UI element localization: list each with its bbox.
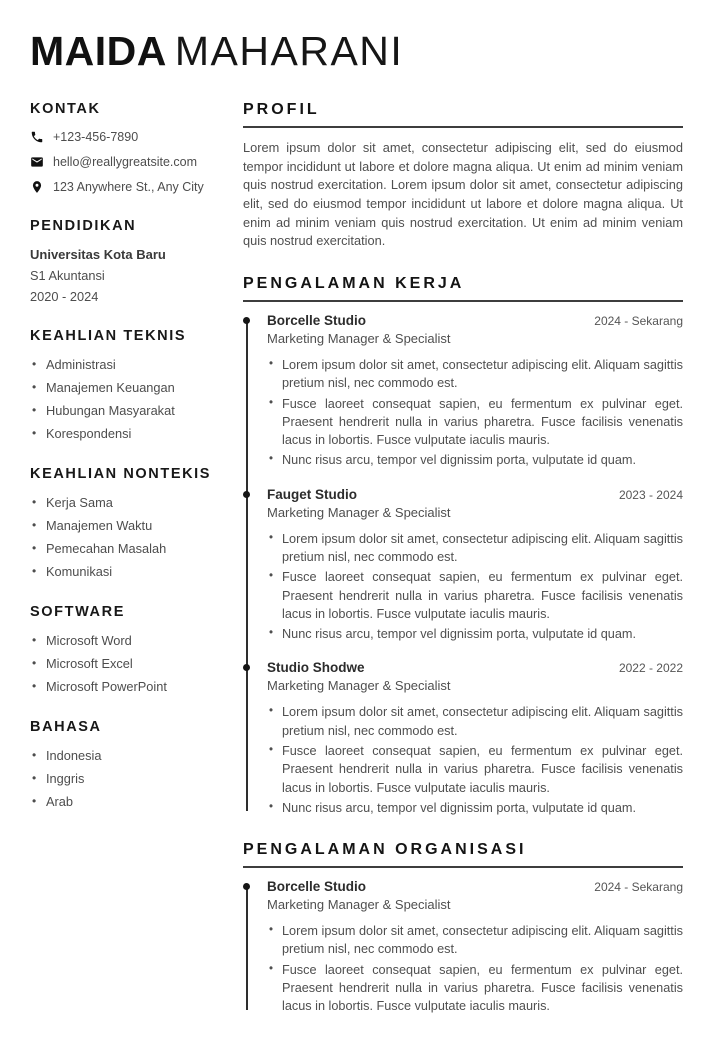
- list-item: • Pemecahan Masalah: [30, 541, 225, 557]
- list-item: • Komunikasi: [30, 564, 225, 580]
- location-icon: [30, 180, 44, 194]
- list-item: • Microsoft Word: [30, 633, 225, 649]
- org-bullets: [267, 922, 683, 1015]
- org-role: Marketing Manager & Specialist: [267, 897, 451, 913]
- job-role: Marketing Manager & Specialist: [267, 678, 451, 694]
- list-item: • Hubungan Masyarakat: [30, 403, 225, 419]
- job-period: 2024 - Sekarang: [594, 314, 683, 329]
- pendidikan-title: PENDIDIKAN: [30, 218, 137, 234]
- job-company: Borcelle Studio: [267, 313, 367, 329]
- section-keahlian-teknis: [30, 328, 225, 442]
- section-kontak: [30, 101, 225, 194]
- kontak-title: KONTAK: [30, 101, 101, 117]
- bullet-item: • Nunc risus arcu, tempor vel dignissim porta, vulputate id quam.: [267, 625, 683, 643]
- email-icon: [30, 155, 44, 169]
- pengalaman-organisasi-title: PENGALAMAN ORGANISASI: [243, 841, 527, 859]
- section-pengalaman-organisasi: [243, 841, 683, 1015]
- bullet-item: • Lorem ipsum dolor sit amet, consectetur adipiscing elit. Aliquam sagittis pretium nisl, nec commodo est.: [267, 922, 683, 959]
- org-entry: [267, 879, 683, 1015]
- resume-name: [30, 28, 683, 75]
- list-item: • Administrasi: [30, 357, 225, 373]
- email-address: hello@reallygreatsite.com: [53, 155, 198, 169]
- job-entry-head: [267, 487, 683, 502]
- job-company: Fauget Studio: [267, 486, 357, 502]
- keahlian-nontekis-list: [30, 495, 225, 580]
- org-period: 2024 - Sekarang: [594, 880, 683, 895]
- pengalaman-kerja-heading: [243, 275, 683, 302]
- last-name: MAHARANI: [174, 28, 404, 74]
- keahlian-teknis-list: [30, 357, 225, 442]
- job-entry: [267, 313, 683, 470]
- software-title: SOFTWARE: [30, 603, 125, 620]
- list-item: • Kerja Sama: [30, 495, 225, 511]
- contact-address: [30, 180, 225, 194]
- bullet-item: • Lorem ipsum dolor sit amet, consectetur adipiscing elit. Aliquam sagittis pretium nisl, nec commodo est.: [267, 530, 683, 567]
- keahlian-teknis-title: KEAHLIAN TEKNIS: [30, 328, 187, 344]
- org-company: Borcelle Studio: [267, 879, 367, 895]
- list-item: • Korespondensi: [30, 426, 225, 442]
- profil-text: Lorem ipsum dolor sit amet, consectetur adipiscing elit, sed do eiusmod tempor incididunt ut labore et dolore magna aliqua. Ut enim ad minim veniam quis nostrud exercitation. Lorem ipsum dolor sit amet, consectetur adipiscing elit, sed do eiusmod tempor incididunt ut labore et dolore magna aliqua. Ut enim ad minim veniam quis nostrud exercitation. Ut enim ad minim veniam quis nostrud exercitation.: [243, 140, 683, 249]
- bullet-item: • Fusce laoreet consequat sapien, eu fermentum ex pulvinar eget. Praesent hendrerit nulla in varius pharetra. Fusce facilisis venenatis lacus in lobortis. Fusce vulputate iaculis mauris.: [267, 568, 683, 623]
- kerja-timeline: [243, 313, 683, 817]
- main-content: [243, 101, 683, 1040]
- pengalaman-organisasi-heading: [243, 841, 683, 868]
- section-pengalaman-kerja: [243, 275, 683, 817]
- timeline-dot: [243, 317, 250, 324]
- job-period: 2022 - 2022: [618, 661, 683, 676]
- pengalaman-kerja-title: PENGALAMAN KERJA: [243, 275, 465, 293]
- software-list: [30, 633, 225, 695]
- list-item: • Inggris: [30, 771, 225, 787]
- org-entry-head: [267, 879, 683, 894]
- timeline-dot: [243, 883, 250, 890]
- list-item: • Indonesia: [30, 748, 225, 764]
- street-address: 123 Anywhere St., Any City: [53, 180, 204, 194]
- organisasi-timeline: [243, 879, 683, 1015]
- timeline-dot: [243, 664, 250, 671]
- profil-heading: [243, 101, 683, 128]
- bullet-item: • Nunc risus arcu, tempor vel dignissim porta, vulputate id quam.: [267, 799, 683, 817]
- job-company: Studio Shodwe: [267, 660, 365, 676]
- section-pendidikan: [30, 218, 225, 304]
- profil-title: PROFIL: [243, 101, 320, 118]
- bahasa-list: [30, 748, 225, 810]
- timeline-line: [246, 322, 248, 811]
- list-item: • Manajemen Keuangan: [30, 380, 225, 396]
- bullet-item: • Lorem ipsum dolor sit amet, consectetur adipiscing elit. Aliquam sagittis pretium nisl, nec commodo est.: [267, 703, 683, 740]
- job-bullets: [267, 530, 683, 644]
- job-entry: [267, 660, 683, 817]
- job-entry-head: [267, 313, 683, 328]
- job-period: 2023 - 2024: [618, 487, 683, 502]
- list-item: • Arab: [30, 794, 225, 810]
- phone-number: +123-456-7890: [53, 130, 139, 144]
- resume-body: [30, 101, 683, 1040]
- contact-email: [30, 155, 225, 169]
- job-entry: [267, 487, 683, 644]
- timeline-dot: [243, 491, 250, 498]
- sidebar: [30, 101, 225, 1040]
- first-name: MAIDA: [30, 28, 167, 74]
- education-school: Universitas Kota Baru: [30, 247, 166, 262]
- section-keahlian-nontekis: [30, 466, 225, 580]
- bullet-item: • Fusce laoreet consequat sapien, eu fermentum ex pulvinar eget. Praesent hendrerit nulla in varius pharetra. Fusce facilisis venenatis lacus in lobortis. Fusce vulputate iaculis mauris.: [267, 961, 683, 1016]
- job-role: Marketing Manager & Specialist: [267, 504, 451, 520]
- list-item: • Microsoft Excel: [30, 656, 225, 672]
- bullet-item: • Fusce laoreet consequat sapien, eu fermentum ex pulvinar eget. Praesent hendrerit nulla in varius pharetra. Fusce facilisis venenatis lacus in lobortis. Fusce vulputate iaculis mauris.: [267, 742, 683, 797]
- education-years: 2020 - 2024: [30, 289, 99, 304]
- contact-phone: [30, 130, 225, 144]
- timeline-line: [246, 888, 248, 1009]
- job-entry-head: [267, 660, 683, 675]
- bullet-item: • Lorem ipsum dolor sit amet, consectetur adipiscing elit. Aliquam sagittis pretium nisl, nec commodo est.: [267, 356, 683, 393]
- job-role: Marketing Manager & Specialist: [267, 331, 451, 347]
- section-bahasa: [30, 719, 225, 810]
- bahasa-title: BAHASA: [30, 718, 102, 735]
- education-degree: S1 Akuntansi: [30, 268, 105, 283]
- keahlian-nontekis-title: KEAHLIAN NONTEKIS: [30, 465, 212, 482]
- bullet-item: • Nunc risus arcu, tempor vel dignissim porta, vulputate id quam.: [267, 451, 683, 469]
- job-bullets: [267, 703, 683, 817]
- list-item: • Manajemen Waktu: [30, 518, 225, 534]
- job-bullets: [267, 356, 683, 470]
- section-profil: [243, 101, 683, 251]
- phone-icon: [30, 130, 44, 144]
- bullet-item: • Fusce laoreet consequat sapien, eu fermentum ex pulvinar eget. Praesent hendrerit nulla in varius pharetra. Fusce facilisis venenatis lacus in lobortis. Fusce vulputate iaculis mauris.: [267, 395, 683, 450]
- section-software: [30, 604, 225, 695]
- list-item: • Microsoft PowerPoint: [30, 679, 225, 695]
